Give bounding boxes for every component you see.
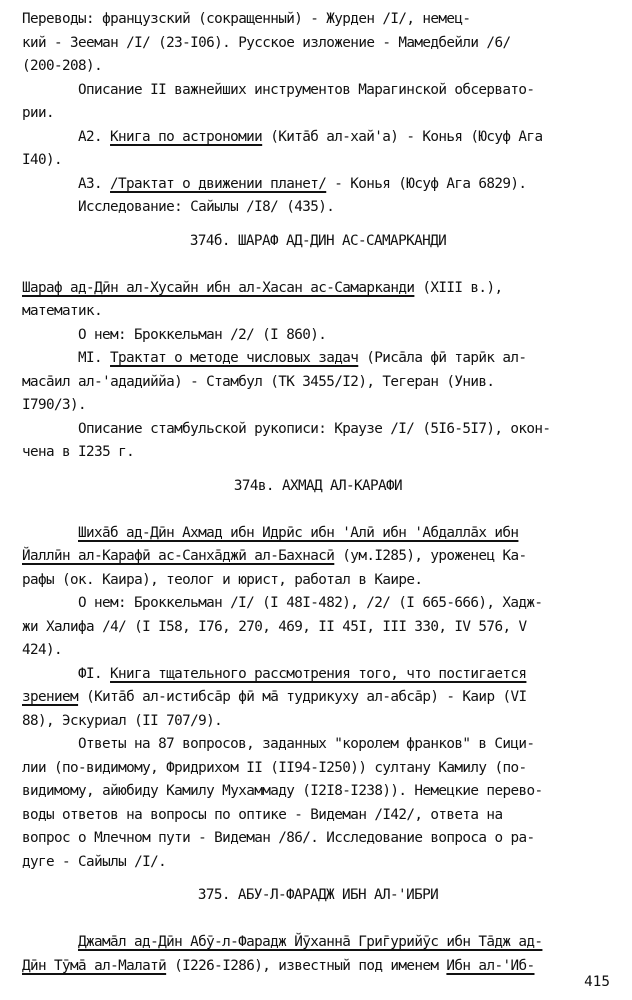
author-name: Шараф ад-Дӣн ал-Хусайн ибн ал-Хасан ас-Самарканди <box>22 279 415 296</box>
text-line: рии. <box>22 105 55 121</box>
text-line: Исследование: Сайылы /I8/ (435). <box>78 199 335 215</box>
text-line: воды ответов на вопросы по оптике - Видеман /I42/, ответа на <box>22 806 503 823</box>
section-heading-374b: 374б. ШАРАФ АД-ДИН АС-САМАРКАНДИ <box>189 232 447 249</box>
text-line: лии (по-видимому, Фридрихом II (II94-I250)) султану Камилу (по- <box>22 759 527 776</box>
paragraph-start: Описание II важнейших инструментов Марагинской обсервато- <box>78 81 535 98</box>
text-line: Ответы на 87 вопросов, заданных "королем франков" в Сици- <box>78 736 535 752</box>
text-line: Описание стамбульской рукописи: Краузе /I/ (5I6-5I7), окон- <box>78 420 551 437</box>
author-line: Дӣн Тӯма̄ ал-Малатӣ (I226-I286), известный под именем Ибн ал-'Иб- <box>22 957 535 974</box>
entry-a2: А2. Книга по астрономии (Кита̄б ал-хай'а) - Конья (Юсуф Ага <box>78 128 543 145</box>
entry-a3: А3. /Трактат о движении планет/ - Конья (Юсуф Ага 6829). <box>78 175 527 192</box>
entry-m1: MI. Трактат о методе числовых задач (Риса̄ла фӣ тарӣк ал- <box>78 350 527 366</box>
author-name: Ибн ал-'Иб- <box>446 957 535 974</box>
text-line: I40). <box>22 152 63 168</box>
author-line <box>22 931 614 955</box>
text-line: чена в I235 г. <box>22 444 135 460</box>
section-heading-375: 375. АБУ-Л-ФАРАДЖ ИБН АЛ-'ИБРИ <box>197 887 439 903</box>
author-line: Шараф ад-Дӣн ал-Хусайн ибн ал-Хасан ас-Самарканди (XIII в.), <box>22 279 503 296</box>
section-heading-374v: 374в. АХМАД АЛ-КАРАФИ <box>233 477 403 494</box>
page-text <box>22 8 614 978</box>
text-line: маса̄ил ал-'ададиййа) - Стамбул (ТК 3455/I2), Тегеран (Унив. <box>22 373 495 390</box>
text-line: 88), Эскуриал (II 707/9). <box>22 712 223 729</box>
text-line: дуге - Сайылы /I/. <box>22 853 167 870</box>
entry-f1: ФI. Книга тщательного рассмотрения того, что постигается <box>78 665 527 682</box>
text-line: кий - Зееман /I/ (23-I06). Русское изложение - Мамедбейли /6/ <box>22 34 511 51</box>
work-title: зрением <box>22 689 79 705</box>
author-name: Йаллӣн ал-Карафӣ ас-Санха̄джӣ ал-Бахнасӣ <box>22 548 335 564</box>
text-line: 424). <box>22 642 63 658</box>
author-name: Шиха̄б ад-Дӣн Ахмад ибн Идрӣс ибн 'Алӣ ибн 'Абдалла̄х ибн <box>78 524 519 541</box>
text-line: (200-208). <box>22 58 103 74</box>
text-line: I790/3). <box>22 397 87 413</box>
author-name: Дӣн Тӯма̄ ал-Малатӣ <box>22 957 167 974</box>
text-line: зрением (Кита̄б ал-истибса̄р фӣ ма̄ тудрикуху ал-абса̄р) - Каир (VI <box>22 689 527 705</box>
page-number: 415 <box>584 974 610 990</box>
text-line: видимому, айюбиду Камилу Мухаммаду (I2I8-I238)). Немецкие перево- <box>22 783 543 799</box>
work-title: /Трактат о движении планет/ <box>110 175 327 192</box>
text-line: Переводы: французский (сокращенный) - Журден /I/, немец- <box>22 11 471 27</box>
text-line: рафы (ок. Каира), теолог и юрист, работал в Каире. <box>22 571 423 588</box>
work-title: Книга по астрономии <box>110 128 263 145</box>
text-line: О нем: Броккельман /I/ (I 48I-482), /2/ (I 665-666), Хадж- <box>78 595 543 611</box>
text-line: жи Халифа /4/ (I I58, I76, 270, 469, II 45I, III 330, IV 576, V <box>22 618 527 635</box>
text-line: вопрос о Млечном пути - Видеман /86/. Исследование вопроса о ра- <box>22 830 535 846</box>
author-line <box>22 522 614 546</box>
author-name: Джама̄л ад-Дӣн Абӯ-л-Фарадж Йӯханна̄ Григ̄урийӯс ибн Та̄дж ад- <box>78 934 543 950</box>
author-line: Йаллӣн ал-Карафӣ ас-Санха̄джӣ ал-Бахнасӣ (ум.I285), уроженец Ка- <box>22 548 527 564</box>
text-line: О нем: Броккельман /2/ (I 860). <box>78 326 327 343</box>
text-line: математик. <box>22 303 103 319</box>
work-title: Трактат о методе числовых задач <box>110 350 359 366</box>
work-title: Книга тщательного рассмотрения того, что постигается <box>110 665 527 682</box>
